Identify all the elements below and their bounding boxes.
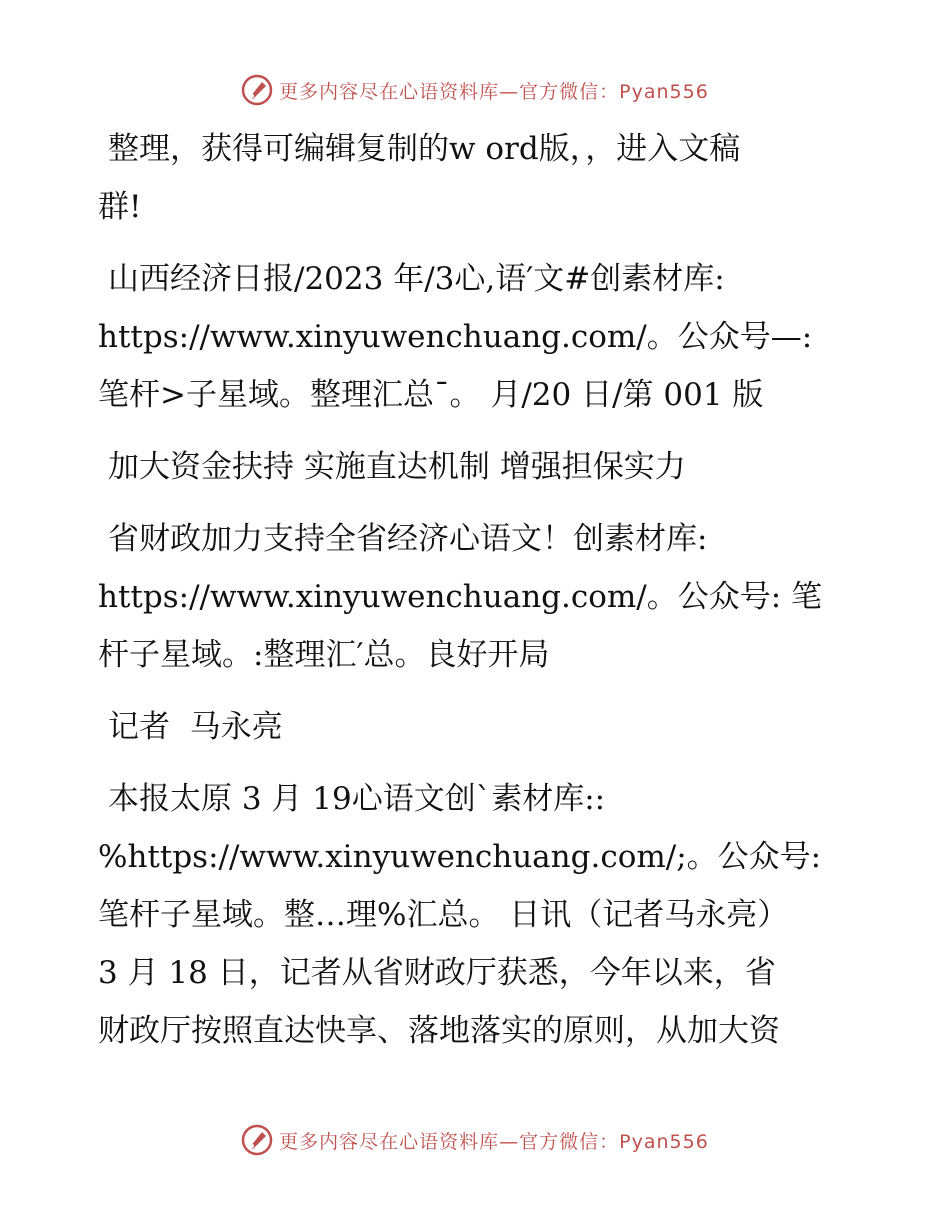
paragraph-subheadline [98, 510, 858, 684]
text-line: 笔杆>子星域。整理汇总¯。 月/20 日/第 001 版 [98, 377, 764, 413]
text-line: https://www.xinyuwenchuang.com/。公众号—: [98, 319, 813, 355]
text-line: https://www.xinyuwenchuang.com/。公众号: 笔 [98, 579, 823, 615]
paragraph-intro [98, 120, 858, 236]
text-line: 整理，获得可编辑复制的w ord版，，进入文稿 [108, 131, 741, 167]
text-line: 山西经济日报/2023 年/3心,语′文#创素材库: [108, 261, 725, 297]
paragraph-byline [98, 698, 858, 756]
paragraph-source [98, 250, 858, 424]
document-body [98, 120, 858, 1074]
text-line: 财政厅按照直达快享、落地落实的原则，从加大资 [98, 1013, 780, 1049]
text-line: 本报太原 3 月 19心语文创`素材库:: [108, 781, 606, 817]
text-line: 3 月 18 日，记者从省财政厅获悉，今年以来，省 [98, 955, 776, 991]
text-line: 群! [98, 189, 142, 225]
paragraph-headline [98, 438, 858, 496]
text-line: 笔杆子星域。整…理%汇总。 日讯（记者马永亮） [98, 897, 789, 933]
text-line: 省财政加力支持全省经济心语文！创素材库: [108, 521, 708, 557]
pen-nib-logo-icon [241, 1124, 273, 1156]
byline-text: 记者 马永亮 [108, 709, 283, 745]
header-banner [0, 70, 950, 110]
header-banner-text: 更多内容尽在心语资料库—官方微信：Pyan556 [279, 80, 709, 103]
headline-text: 加大资金扶持 实施直达机制 增强担保实力 [108, 449, 686, 485]
text-line: %https://www.xinyuwenchuang.com/;。公众号: [98, 839, 822, 875]
footer-banner [0, 1120, 950, 1160]
pen-nib-logo-icon [241, 74, 273, 106]
footer-banner-text: 更多内容尽在心语资料库—官方微信：Pyan556 [279, 1130, 709, 1153]
text-line: 杆子星域。:整理汇′总。良好开局 [98, 637, 550, 673]
paragraph-body [98, 770, 858, 1060]
